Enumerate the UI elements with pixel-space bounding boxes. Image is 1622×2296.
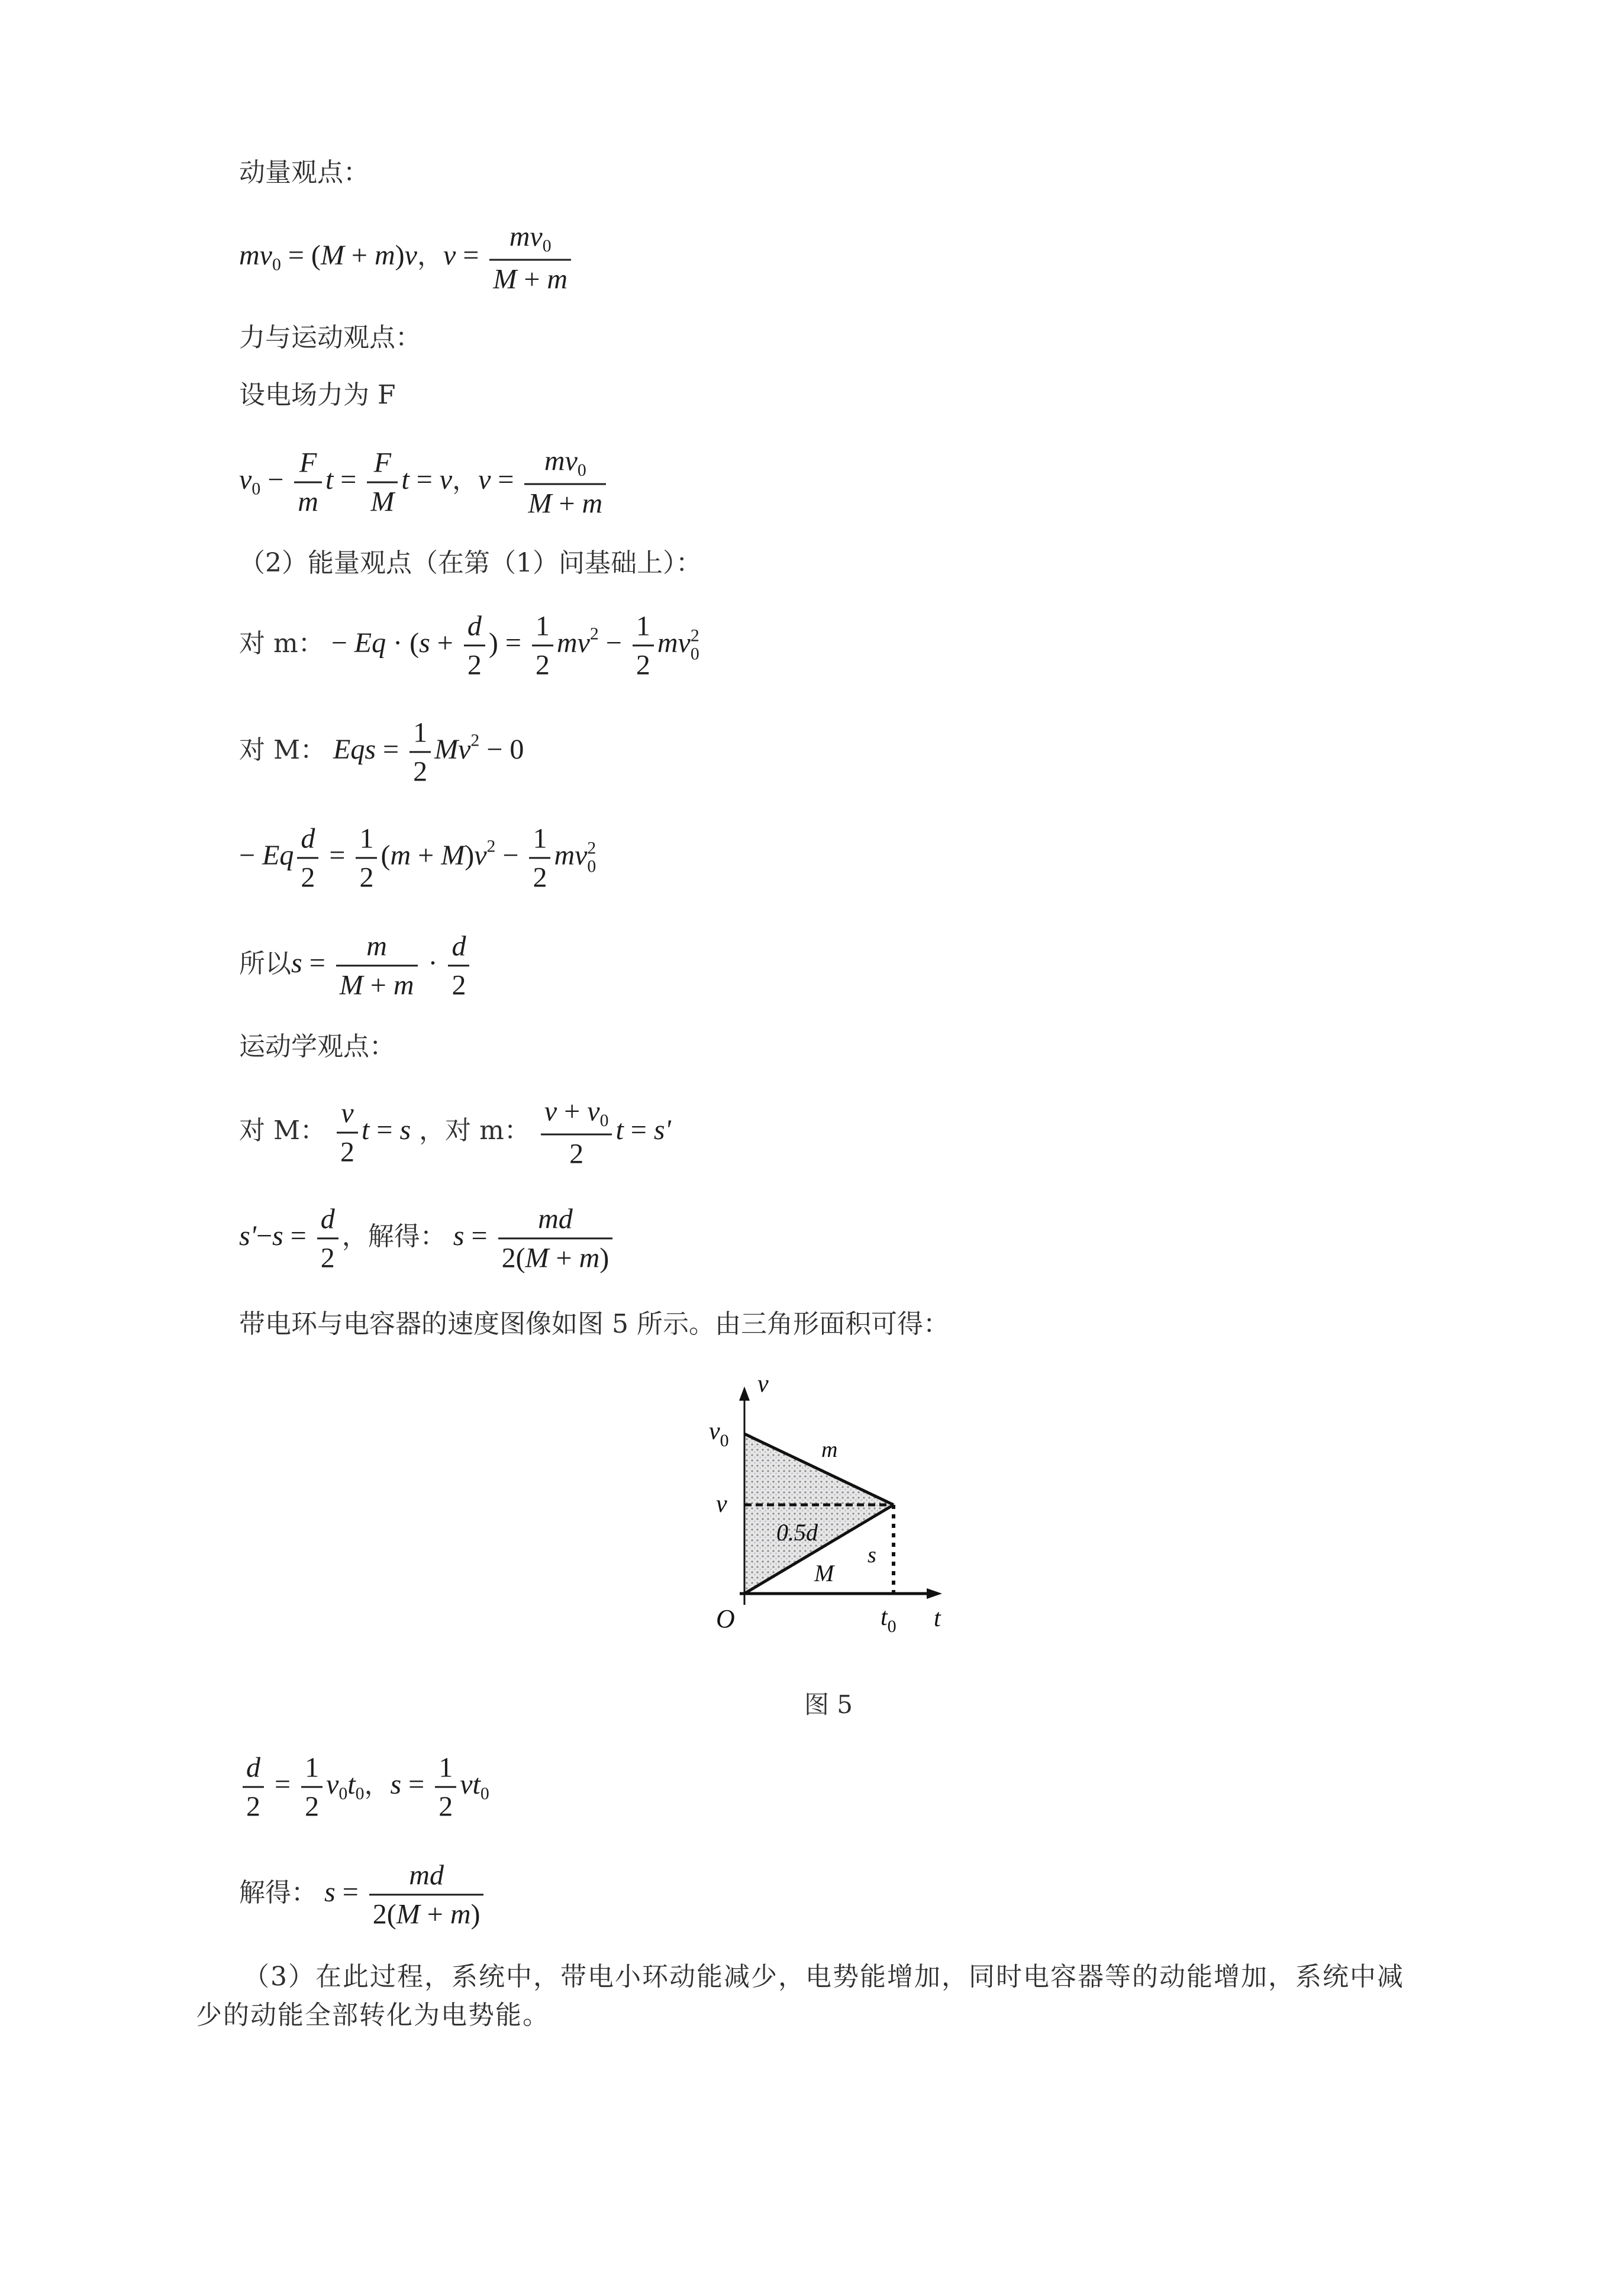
math-italic: M (525, 1242, 549, 1274)
math-text: 1 (533, 823, 547, 854)
math-text: = (333, 464, 364, 496)
v-level-label: v (716, 1491, 727, 1518)
math-italic: t (347, 1769, 356, 1801)
math-text: 1 (438, 1752, 453, 1784)
math-text: − (256, 1220, 273, 1252)
math-text: 2 (438, 1791, 453, 1823)
velocity-time-diagram (698, 1367, 959, 1645)
subscript: 0 (690, 644, 699, 664)
math-text: 2( (501, 1242, 525, 1274)
math-text: = (335, 1876, 366, 1908)
math-italic: vt (460, 1769, 481, 1801)
math-text: 2 (535, 649, 550, 681)
math-text: 2 (452, 969, 466, 1001)
math-text (530, 1114, 537, 1146)
equation-momentum-conservation (239, 221, 575, 296)
math-text: = (401, 1769, 432, 1801)
upper-line-label: m (821, 1437, 838, 1462)
sub-superscript (587, 839, 596, 876)
math-italic: m (366, 930, 387, 962)
conclusion-paragraph: （3）在此过程，系统中，带电小环动能减少，电势能增加，同时电容器等的动能增加，系统中减少的动能全部转化为电势能。 (196, 1962, 1404, 2030)
math-text: 2 (320, 1242, 335, 1274)
math-text: = (376, 734, 407, 766)
math-italic: t (362, 1114, 370, 1146)
math-text: ) (395, 240, 405, 272)
math-italic: F (299, 447, 317, 479)
math-italic: d (301, 823, 315, 854)
fraction-denominator (294, 483, 322, 518)
fraction-denominator (529, 859, 550, 894)
fraction (529, 822, 550, 894)
area-label: 0.5d (776, 1519, 818, 1546)
math-text: + (430, 627, 460, 659)
t0-label: $t_0$ (881, 1604, 897, 1636)
fraction-denominator (489, 260, 571, 295)
equation-energy-result (239, 930, 473, 1001)
math-italic: v (341, 1097, 354, 1129)
math-italic: m (298, 486, 318, 518)
fraction-denominator (301, 1788, 323, 1823)
math-text: + (363, 969, 394, 1001)
fraction (409, 716, 431, 788)
math-text: + (411, 840, 441, 872)
fraction-numerator (464, 610, 485, 646)
fraction (633, 610, 654, 681)
math-text (326, 1114, 333, 1146)
math-italic: m (450, 1898, 471, 1930)
text: ，对 m： (411, 1115, 530, 1146)
subscript: 0 (542, 236, 552, 256)
subscript: 0 (355, 1784, 365, 1804)
s-label: s (868, 1543, 876, 1568)
math-text: = (464, 1220, 495, 1252)
math-italic: v (404, 240, 417, 272)
math-italic: v (239, 464, 252, 496)
math-italic: M (370, 486, 395, 518)
y-axis-label: v (757, 1370, 769, 1398)
math-italic: s (291, 947, 302, 979)
math-italic: mv (554, 840, 588, 872)
fraction (498, 1202, 613, 1274)
superscript: 2 (690, 625, 699, 646)
math-text: − (324, 627, 354, 659)
fraction (541, 1095, 612, 1170)
math-italic: d (467, 610, 482, 642)
math-text: ) (465, 840, 475, 872)
math-italic: Eqs (333, 734, 376, 766)
math-italic: m (393, 969, 414, 1001)
math-italic: m (374, 240, 395, 272)
text: ， (417, 241, 443, 272)
fraction-numerator (301, 1751, 323, 1788)
math-text: = (322, 840, 353, 872)
math-text: ( (380, 840, 391, 872)
math-text: 2 (301, 862, 315, 894)
math-italic: t (615, 1114, 624, 1146)
fraction-numerator (541, 1095, 612, 1136)
math-text: − 0 (479, 734, 524, 766)
math-text: = (267, 1769, 298, 1801)
math-italic: t (325, 464, 334, 496)
text: ， (364, 1770, 391, 1801)
math-italic: v (478, 464, 491, 496)
superscript: 2 (587, 838, 596, 858)
lower-line-label: M (814, 1560, 834, 1586)
math-text: ) = (488, 627, 528, 659)
fraction-numerator (243, 1751, 264, 1788)
heading-force-motion: 力与运动观点： (239, 322, 421, 353)
heading-kinematics: 运动学观点： (239, 1031, 395, 1062)
heading-energy: （2）能量观点（在第（1）问基础上）： (239, 547, 702, 578)
math-italic: s' (653, 1114, 671, 1146)
math-text: ) (599, 1242, 610, 1274)
math-italic: M (320, 240, 344, 272)
math-text: = (491, 464, 521, 496)
sub-superscript (691, 626, 699, 663)
heading-momentum: 动量观点： (239, 157, 369, 188)
v0-label: $v_0$ (709, 1418, 729, 1450)
fraction-denominator (317, 1240, 338, 1275)
equation-energy-system (239, 822, 596, 894)
math-text: · (421, 947, 445, 979)
fraction (294, 446, 322, 518)
equation-area-result (239, 1859, 487, 1930)
fraction-denominator (448, 967, 469, 1002)
fraction-numerator (633, 610, 654, 646)
math-text: + (420, 1898, 450, 1930)
math-text: 1 (413, 717, 428, 749)
math-text: = (623, 1114, 654, 1146)
fraction-denominator (356, 859, 377, 894)
figure-caption: 图 5 (804, 1690, 853, 1719)
math-text: 1 (305, 1752, 320, 1784)
math-italic: d (320, 1203, 335, 1235)
fraction-numerator (297, 822, 318, 859)
fraction (435, 1751, 456, 1823)
math-text: = (456, 240, 486, 272)
fraction (297, 822, 318, 894)
math-italic: m (582, 488, 603, 520)
math-italic: M (396, 1898, 420, 1930)
math-italic: M (339, 969, 363, 1001)
math-text: 2 (359, 862, 374, 894)
math-text: = (302, 947, 333, 979)
math-italic: m (579, 1242, 600, 1274)
fraction-denominator (498, 1240, 613, 1275)
math-text: − (495, 840, 526, 872)
math-italic: v (544, 1095, 557, 1127)
fraction (489, 221, 571, 296)
subscript: 0 (338, 1784, 348, 1804)
text: 对 M： (239, 1115, 327, 1146)
math-italic: mv (657, 627, 691, 659)
math-italic: md (538, 1203, 573, 1235)
math-italic: M (528, 488, 552, 520)
math-italic: d (246, 1752, 260, 1784)
math-italic: s (419, 627, 430, 659)
fraction-numerator (435, 1751, 456, 1788)
math-text: + (557, 1095, 588, 1127)
fraction-numerator (367, 446, 398, 483)
math-italic: F (373, 447, 392, 479)
math-italic: mv (556, 627, 590, 659)
math-text: 2 (467, 649, 482, 681)
fraction-numerator (317, 1202, 338, 1239)
math-italic: md (409, 1859, 444, 1891)
math-text: = (283, 1220, 314, 1252)
math-text: 2 (246, 1791, 260, 1823)
math-text: + (344, 240, 375, 272)
subscript: 0 (587, 856, 596, 876)
math-italic: s (272, 1220, 283, 1252)
subscript: 0 (251, 479, 261, 499)
math-italic: s' (239, 1220, 256, 1252)
x-axis-arrow-icon (927, 1588, 942, 1599)
math-text: = (369, 1114, 400, 1146)
fraction-numerator (524, 445, 606, 485)
math-text: − (239, 840, 263, 872)
text: 所以 (239, 949, 291, 979)
fraction-denominator (409, 753, 431, 788)
math-italic: v (474, 840, 487, 872)
fraction-numerator (356, 822, 377, 859)
fraction-numerator (448, 930, 469, 966)
superscript: 2 (486, 836, 496, 856)
fraction-denominator (524, 485, 606, 520)
math-text: 2 (569, 1138, 584, 1170)
fraction-denominator (633, 647, 654, 682)
math-text: 2 (533, 862, 547, 894)
fraction-denominator (367, 483, 398, 518)
math-italic: t (401, 464, 409, 496)
math-italic: M (441, 840, 465, 872)
math-text: 2 (636, 649, 650, 681)
y-axis-arrow-icon (739, 1386, 750, 1401)
fraction (337, 1097, 358, 1168)
math-text: 1 (359, 823, 374, 854)
math-text: 1 (636, 610, 650, 642)
assume-force-text: 设电场力为 F (239, 379, 396, 410)
fraction-denominator (243, 1788, 264, 1823)
text: 对 m： (239, 628, 324, 659)
math-text: = (409, 464, 440, 496)
superscript: 2 (470, 730, 480, 750)
math-text: 2 (340, 1136, 355, 1168)
math-italic: v (587, 1095, 600, 1127)
math-text (317, 1876, 324, 1908)
math-text: + (552, 488, 582, 520)
fraction-numerator (498, 1202, 613, 1239)
math-text: − (260, 464, 291, 496)
fraction-numerator (489, 221, 571, 261)
fraction (301, 1751, 323, 1823)
math-italic: Eq (354, 627, 386, 659)
fraction-denominator (541, 1135, 612, 1170)
equation-energy-M (239, 716, 524, 788)
math-italic: Mv (434, 734, 471, 766)
fraction (448, 930, 469, 1001)
fraction-numerator (294, 446, 322, 483)
math-text: + (517, 263, 547, 295)
origin-label: O (716, 1604, 735, 1633)
fraction-denominator (297, 859, 318, 894)
math-italic: v (439, 464, 453, 496)
math-italic: Eq (262, 840, 294, 872)
fraction-denominator (369, 1896, 484, 1931)
fraction-numerator (409, 716, 431, 753)
graph-intro-text: 带电环与电容器的速度图像如图 5 所示。由三角形面积可得： (239, 1308, 949, 1339)
equation-area-1 (239, 1751, 489, 1823)
fraction (243, 1751, 264, 1823)
math-italic: v (443, 240, 456, 272)
equation-force-motion (239, 445, 610, 520)
math-italic: m (390, 840, 411, 872)
equation-energy-m (239, 610, 699, 681)
fraction-numerator (337, 1097, 358, 1133)
math-text: ) (470, 1898, 481, 1930)
fraction-denominator (464, 647, 485, 682)
equation-kinematics-2 (239, 1202, 616, 1274)
math-text: · ( (386, 627, 420, 659)
math-italic: s (399, 1114, 411, 1146)
fraction (532, 610, 553, 681)
math-text (446, 1220, 453, 1252)
x-axis-label: t (934, 1605, 941, 1632)
text: ， (452, 465, 479, 496)
equation-kinematics-1 (239, 1095, 671, 1170)
math-text: 1 (535, 610, 550, 642)
fraction-denominator (336, 967, 418, 1002)
text: 对 M： (239, 735, 327, 766)
text: 解得： (239, 1878, 317, 1908)
fraction-denominator (435, 1788, 456, 1823)
math-italic: s (390, 1769, 402, 1801)
subscript: 0 (480, 1784, 489, 1804)
math-italic: s (324, 1876, 336, 1908)
math-italic: mv (239, 240, 272, 272)
fraction-denominator (532, 647, 553, 682)
fraction-numerator (369, 1859, 484, 1895)
math-italic: M (493, 263, 517, 295)
fraction-numerator (532, 610, 553, 646)
superscript: 2 (589, 624, 599, 644)
fraction (367, 446, 398, 518)
math-italic: v (326, 1769, 339, 1801)
math-italic: s (453, 1220, 465, 1252)
math-text: − (598, 627, 629, 659)
fraction (369, 1859, 484, 1930)
subscript: 0 (577, 460, 586, 481)
fraction-numerator (529, 822, 550, 859)
fraction (524, 445, 606, 520)
fraction-numerator (336, 930, 418, 966)
math-text: 2 (305, 1791, 320, 1823)
fraction (336, 930, 418, 1001)
math-text: 2( (372, 1898, 396, 1930)
math-italic: m (547, 263, 568, 295)
fraction-denominator (337, 1134, 358, 1169)
math-text: + (549, 1242, 579, 1274)
math-text (326, 734, 333, 765)
subscript: 0 (599, 1111, 609, 1131)
subscript: 0 (272, 254, 281, 275)
fraction (317, 1202, 338, 1274)
math-text: = ( (280, 240, 321, 272)
fraction (356, 822, 377, 894)
math-italic: mv (544, 445, 578, 477)
math-italic: d (452, 930, 466, 962)
math-text: 2 (413, 756, 428, 788)
text: ，解得： (341, 1221, 446, 1252)
fraction (464, 610, 485, 681)
math-italic: mv (509, 221, 543, 253)
